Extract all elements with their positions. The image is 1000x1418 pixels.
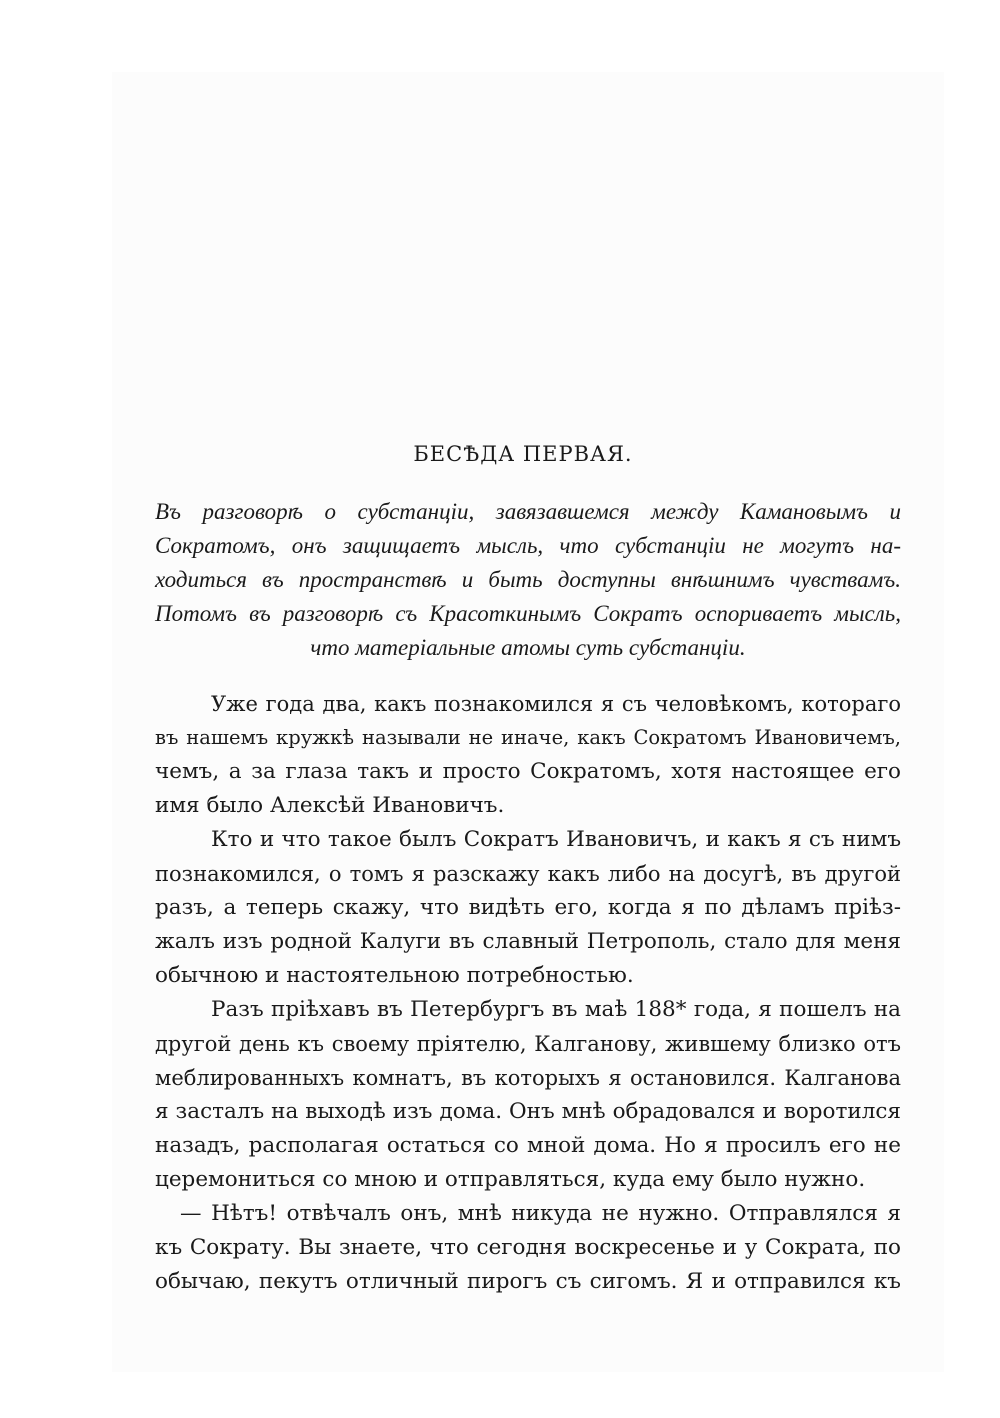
body-line: жалъ изъ родной Калуги въ славный Петрополь, стало для меня (155, 929, 901, 954)
body-line: Кто и что такое былъ Сократъ Ивановичъ, и какъ я съ нимъ (211, 827, 901, 852)
body-line: чемъ, а за глаза такъ и просто Сократомъ, хотя настоящее его (155, 759, 901, 784)
body-line: церемониться со мною и отправляться, куда ему было нужно. (155, 1167, 866, 1192)
body-line: имя было Алексѣй Ивановичъ. (155, 793, 505, 818)
body-line: обычною и настоятельною потребностью. (155, 963, 634, 988)
body-line: разъ, а теперь скажу, что видѣть его, когда я по дѣламъ пріѣз- (155, 895, 901, 920)
summary-line: Сократомъ, онъ защищаетъ мысль, что субстанціи не могутъ на- (155, 533, 901, 558)
summary-line: Потомъ въ разговорѣ съ Красоткинымъ Сократъ оспориваетъ мысль, (155, 601, 901, 626)
body-line: меблированныхъ комнатъ, въ которыхъ я остановился. Калганова (155, 1066, 901, 1090)
body-line: — Нѣтъ! отвѣчалъ онъ, мнѣ никуда не нужно. Отправлялся я (180, 1201, 901, 1226)
body-line: другой день къ своему пріятелю, Калганову, жившему близко отъ (155, 1032, 901, 1056)
body-line: назадъ, располагая остаться со мной дома. Но я просилъ его не (155, 1133, 901, 1158)
chapter-title: БЕСѢДА ПЕРВАЯ. (413, 442, 633, 466)
summary-line: что матеріальные атомы суть субстанціи. (310, 635, 746, 660)
summary-line: Въ разговорѣ о субстанціи, завязавшемся между Камановымъ и (155, 499, 901, 524)
body-line: къ Сократу. Вы знаете, что сегодня воскресенье и у Сократа, по (155, 1235, 901, 1260)
body-line: Уже года два, какъ познакомился я съ человѣкомъ, котораго (211, 692, 901, 716)
body-line: я засталъ на выходѣ изъ дома. Онъ мнѣ обрадовался и воротился (155, 1099, 901, 1124)
body-line: Разъ пріѣхавъ въ Петербургъ въ маѣ 188* года, я пошелъ на (211, 997, 901, 1022)
body-line: въ нашемъ кружкѣ называли не иначе, какъ Сократомъ Ивановичемъ, (155, 726, 901, 749)
body-line: обычаю, пекутъ отличный пирогъ съ сигомъ. Я и отправился къ (155, 1269, 901, 1294)
summary-line: ходиться въ пространствѣ и быть доступны внѣшнимъ чувствамъ. (155, 567, 901, 592)
body-line: познакомился, о томъ я разскажу какъ либо на досугѣ, въ другой (155, 862, 901, 886)
